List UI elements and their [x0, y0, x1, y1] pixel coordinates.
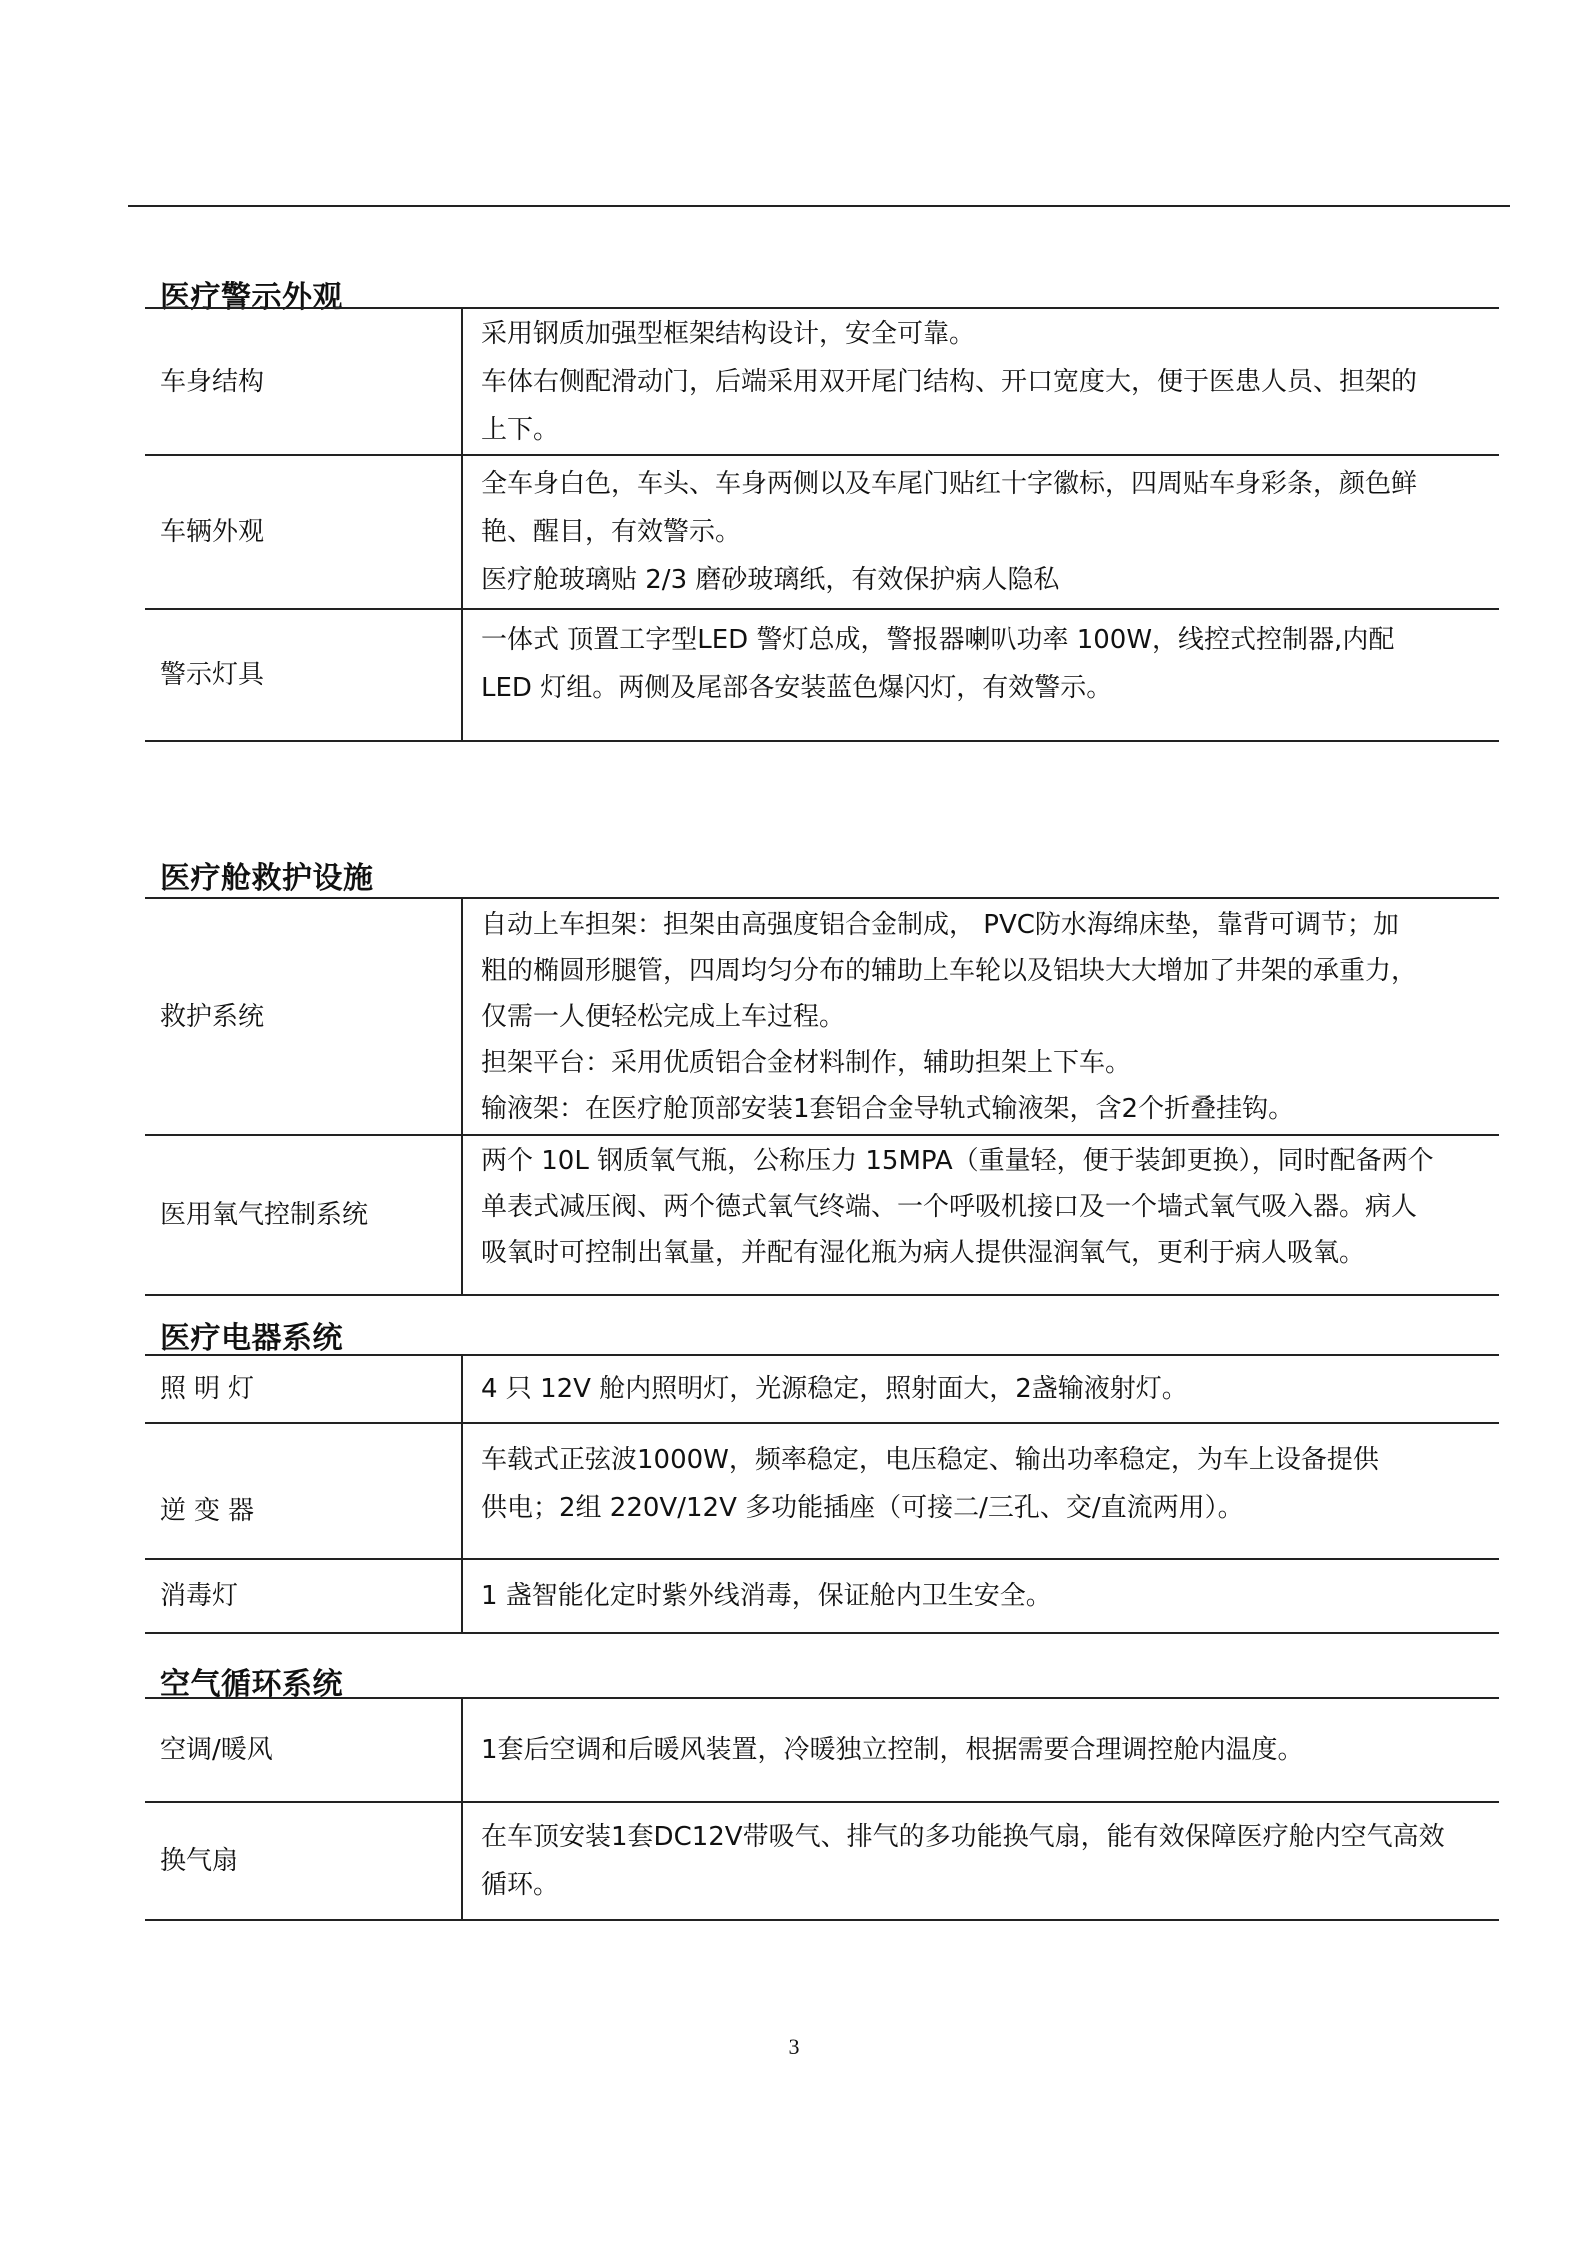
- air-circulation-table: [145, 1697, 1499, 1921]
- description-line: 输液架：在医疗舱顶部安装1套铝合金导轨式输液架，含2个折叠挂钩。: [481, 1093, 1295, 1124]
- section-title-warning-appearance: 医疗警示外观: [160, 280, 343, 315]
- row-description: [462, 1559, 1499, 1633]
- warning-appearance-table: [145, 307, 1499, 742]
- page-number: 3: [788, 2034, 800, 2059]
- row-description: [462, 1135, 1499, 1295]
- description-line: 粗的椭圆形腿管，四周均匀分布的辅助上车轮以及铝块大大增加了井架的承重力，: [481, 955, 1418, 986]
- row-label: 警示灯具: [145, 609, 462, 741]
- row-description: [462, 1802, 1499, 1920]
- description-line: 上下。: [481, 414, 560, 445]
- section-title-electrical-system: 医疗电器系统: [160, 1321, 343, 1356]
- description-line: 全车身白色，车头、车身两侧以及车尾门贴红十字徽标，四周贴车身彩条，颜色鲜: [481, 469, 1418, 499]
- row-description: [462, 609, 1499, 741]
- description-line: 自动上车担架：担架由高强度铝合金制成， PVC防水海绵床垫，靠背可调节；加: [481, 909, 1399, 940]
- row-description: [462, 308, 1499, 455]
- row-label: 消毒灯: [145, 1559, 462, 1633]
- row-label: 救护系统: [145, 898, 462, 1135]
- section-title-air-circulation: 空气循环系统: [160, 1667, 343, 1702]
- description-line: 一体式 顶置工字型LED 警灯总成，警报器喇叭功率 100W，线控式控制器,内配: [481, 625, 1395, 655]
- row-description: [462, 898, 1499, 1135]
- table-row: [145, 1135, 1499, 1295]
- row-label: 逆变器: [145, 1423, 462, 1559]
- table-row: [145, 1355, 1499, 1423]
- table-row: [145, 898, 1499, 1135]
- description-line: 1 盏智能化定时紫外线消毒，保证舱内卫生安全。: [481, 1581, 1052, 1611]
- row-description: [462, 1698, 1499, 1802]
- description-line: 4 只 12V 舱内照明灯，光源稳定，照射面大，2盏输液射灯。: [481, 1374, 1188, 1404]
- description-line: 两个 10L 钢质氧气瓶，公称压力 15MPA（重量轻，便于装卸更换），同时配备两个: [481, 1146, 1434, 1176]
- description-line: 仅需一人便轻松完成上车过程。: [481, 1001, 846, 1032]
- row-description: [462, 1355, 1499, 1423]
- description-line: 1套后空调和后暖风装置，冷暖独立控制，根据需要合理调控舱内温度。: [481, 1735, 1304, 1765]
- row-description: [462, 1423, 1499, 1559]
- table-row: [145, 455, 1499, 609]
- description-line: 采用钢质加强型框架结构设计，安全可靠。: [481, 318, 976, 349]
- description-line: 循环。: [481, 1870, 560, 1900]
- row-label: 空调/暖风: [145, 1698, 462, 1802]
- row-description: [462, 455, 1499, 609]
- table-row: [145, 609, 1499, 741]
- rescue-facilities-table: [145, 897, 1499, 1296]
- row-label: 换气扇: [145, 1802, 462, 1920]
- description-line: 供电；2组 220V/12V 多功能插座（可接二/三孔、交/直流两用）。: [481, 1493, 1244, 1523]
- description-line: 担架平台：采用优质铝合金材料制作，辅助担架上下车。: [481, 1047, 1132, 1078]
- row-label: 车身结构: [145, 308, 462, 455]
- table-row: [145, 1423, 1499, 1559]
- electrical-system-table: [145, 1354, 1499, 1634]
- description-line: 车载式正弦波1000W，频率稳定，电压稳定、输出功率稳定，为车上设备提供: [481, 1445, 1379, 1475]
- table-row: [145, 308, 1499, 455]
- row-label: 医用氧气控制系统: [145, 1135, 462, 1295]
- table-row: [145, 1698, 1499, 1802]
- description-line: LED 灯组。两侧及尾部各安装蓝色爆闪灯，有效警示。: [481, 673, 1113, 703]
- table-row: [145, 1802, 1499, 1920]
- description-line: 吸氧时可控制出氧量，并配有湿化瓶为病人提供湿润氧气，更利于病人吸氧。: [481, 1238, 1366, 1268]
- section-title-rescue-facilities: 医疗舱救护设施: [160, 861, 374, 896]
- description-line: 车体右侧配滑动门，后端采用双开尾门结构、开口宽度大，便于医患人员、担架的: [481, 366, 1418, 397]
- row-label: 车辆外观: [145, 455, 462, 609]
- description-line: 医疗舱玻璃贴 2/3 磨砂玻璃纸，有效保护病人隐私: [481, 565, 1060, 595]
- table-row: [145, 1559, 1499, 1633]
- row-label: 照明灯: [145, 1355, 462, 1423]
- header-rule: [128, 205, 1510, 207]
- description-line: 单表式减压阀、两个德式氧气终端、一个呼吸机接口及一个墙式氧气吸入器。病人: [481, 1192, 1418, 1222]
- description-line: 在车顶安装1套DC12V带吸气、排气的多功能换气扇，能有效保障医疗舱内空气高效: [481, 1822, 1445, 1852]
- description-line: 艳、醒目，有效警示。: [481, 517, 742, 547]
